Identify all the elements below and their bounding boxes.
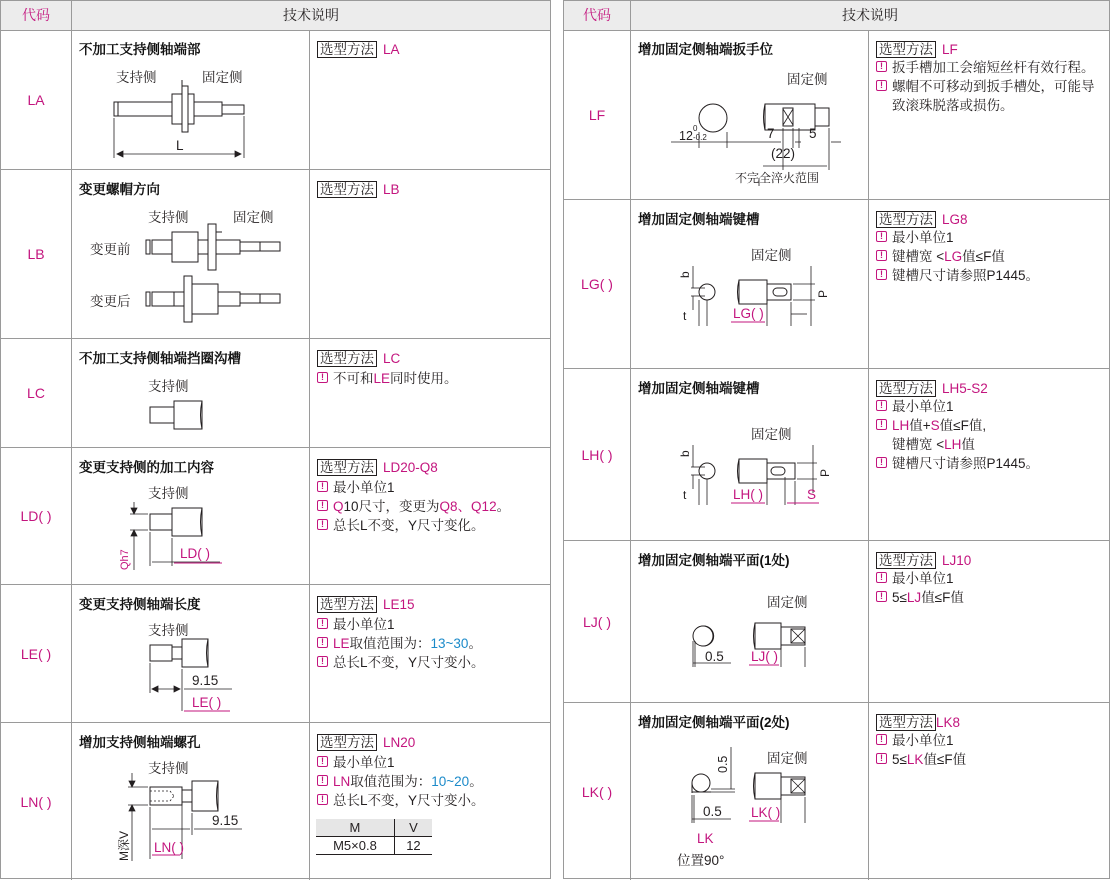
row-code: LG( ) [581, 276, 613, 292]
row-code: LF [588, 106, 606, 123]
selection-method: 选型方法 LH5-S2 [876, 377, 988, 397]
support-side-label: 支持侧 [148, 486, 189, 501]
selection-method: 选型方法 LA [317, 38, 400, 58]
flat-two-diagram [631, 703, 869, 880]
note-list [317, 369, 546, 388]
tol-down: -0.2 [693, 133, 707, 142]
row-LD [1, 448, 550, 585]
fixed-side-label: 固定侧 [767, 751, 808, 766]
dim-12: 12 [679, 129, 693, 143]
row-title: 不加工支持侧轴端挡圈沟槽 [79, 351, 241, 366]
dim-22: (22) [771, 146, 796, 161]
note-list [876, 569, 1105, 607]
row-title: 增加固定侧轴端平面(1处) [638, 553, 790, 568]
row-notes [309, 448, 550, 584]
ld-dim-label: LD( ) [180, 546, 210, 561]
m-v-table: M V M5×0.8 12 [316, 819, 432, 855]
note-item: ! 键槽宽 <LG值≤F值 [876, 247, 1105, 266]
note-item: ! 最小单位1 [876, 228, 1105, 247]
dim-9-15: 9.15 [212, 813, 239, 828]
row-description [71, 448, 310, 584]
lk-dim-label: LK( ) [751, 805, 781, 820]
note-item: ! 最小单位1 [876, 569, 1105, 588]
row-notes [868, 541, 1109, 702]
row-description [71, 30, 310, 169]
note-list [876, 228, 1105, 285]
row-code: LB [27, 246, 45, 262]
lg-dim-label: LG( ) [733, 306, 764, 321]
dim-7: 7 [767, 126, 775, 141]
q-dim-label: Qh7 [119, 549, 131, 570]
note-item: ! LE取值范围为：13~30。 [317, 634, 546, 653]
row-LN [1, 723, 550, 880]
row-LK [564, 703, 1109, 880]
length-dim-label: L [176, 138, 184, 153]
note-item: ! 键槽尺寸请参照P1445。 [876, 266, 1105, 285]
row-notes [868, 30, 1109, 199]
m-depth-label: M深V [117, 830, 131, 861]
row-notes [868, 703, 1109, 880]
note-list [317, 615, 546, 672]
note-list [876, 397, 1105, 473]
row-code: LN( ) [20, 793, 52, 810]
dim-0-5: 0.5 [705, 649, 724, 664]
note-list [317, 753, 546, 810]
row-title: 增加固定侧轴端键槽 [638, 212, 760, 227]
row-description [71, 339, 310, 447]
support-side-label: 支持侧 [148, 379, 189, 394]
note-item: ! LN取值范围为：10~20。 [317, 772, 546, 791]
flat-one-diagram [631, 541, 869, 703]
note-item: ! Q10尺寸，变更为Q8、Q12。 [317, 497, 546, 516]
note-item: ! LH值+S值≤F值, 键槽宽 <LH值 [876, 416, 1105, 454]
note-item: ! 最小单位1 [317, 753, 546, 772]
selection-method: 选型方法 LG8 [876, 208, 968, 228]
row-title: 变更支持侧轴端长度 [79, 597, 201, 612]
before-label: 变更前 [90, 242, 131, 257]
right-spec-table [563, 0, 1110, 879]
dim-5: 5 [809, 126, 817, 141]
selection-method: 选型方法 LE15 [317, 593, 415, 613]
row-notes [309, 30, 550, 169]
row-code: LA [27, 91, 45, 108]
row-LG [564, 200, 1109, 369]
note-list [317, 478, 546, 535]
p-label: P [818, 468, 832, 477]
b-label: b [678, 450, 692, 457]
support-length-diagram [72, 585, 310, 723]
note-item: ! 总长L不变，Y尺寸变小。 [317, 653, 546, 672]
row-LE [1, 585, 550, 723]
row-description [630, 703, 869, 880]
row-description [630, 541, 869, 702]
row-title: 增加固定侧轴端键槽 [638, 381, 760, 396]
support-end-diagram [72, 448, 310, 585]
note-item: ! 5≤LK值≤F值 [876, 750, 1105, 769]
selection-method: 选型方法 LC [317, 347, 400, 367]
row-description [71, 585, 310, 722]
header-desc: 技术说明 [630, 1, 1109, 30]
selection-method: 选型方法 LF [876, 38, 958, 58]
t-label: t [683, 309, 687, 323]
lk-label: LK [697, 831, 714, 846]
row-title: 变更支持侧的加工内容 [79, 460, 214, 475]
row-LB [1, 170, 550, 339]
row-notes [868, 369, 1109, 540]
ln-dim-label: LN( ) [154, 840, 184, 855]
dim-0-5: 0.5 [703, 804, 722, 819]
row-notes [309, 723, 550, 880]
dim-0-5-vertical: 0.5 [716, 755, 730, 773]
left-spec-table [0, 0, 551, 879]
selection-method: 选型方法 LK8 [876, 711, 960, 731]
row-notes [309, 585, 550, 722]
support-side-label: 支持侧 [116, 70, 157, 85]
row-code: LE( ) [20, 645, 52, 662]
lh-dim-label: LH( ) [733, 487, 763, 502]
fixed-side-label: 固定侧 [787, 72, 828, 87]
fixed-side-label: 固定侧 [767, 595, 808, 610]
s-dim-label: S [807, 487, 817, 502]
selection-method: 选型方法 LD20-Q8 [317, 456, 438, 476]
keyway-s-diagram [631, 369, 869, 541]
header-desc: 技术说明 [71, 1, 550, 30]
nut-direction-diagram [72, 170, 310, 339]
note-item: ! 总长L不变，Y尺寸变化。 [317, 516, 546, 535]
shaft-end-diagram [72, 339, 310, 448]
b-label: b [678, 271, 692, 278]
shaft-diagram [72, 30, 310, 170]
left-table-header [1, 1, 550, 31]
fixed-side-label: 固定侧 [233, 210, 274, 225]
note-list [876, 58, 1105, 115]
tapped-hole-diagram [72, 723, 310, 880]
tol-up: 0 [693, 124, 698, 133]
row-description [630, 369, 869, 540]
row-code: LC [27, 385, 45, 401]
t-label: t [683, 488, 687, 502]
p-label: P [816, 289, 830, 298]
row-code: LH( ) [581, 446, 613, 463]
row-code: LD( ) [20, 508, 52, 524]
selection-method: 选型方法 LJ10 [876, 549, 971, 569]
note-item: ! 螺帽不可移动到扳手槽处，可能导致滚珠脱落或损伤。 [876, 77, 1105, 115]
selection-method: 选型方法 LN20 [317, 731, 415, 751]
note-item: ! 扳手槽加工会缩短丝杆有效行程。 [876, 58, 1105, 77]
lj-dim-label: LJ( ) [751, 649, 778, 664]
row-code: LJ( ) [583, 613, 611, 630]
row-LJ [564, 541, 1109, 703]
note-item: ! 最小单位1 [317, 478, 546, 497]
row-LC [1, 339, 550, 448]
row-description [71, 170, 310, 338]
dim-9-15: 9.15 [192, 673, 219, 688]
fixed-side-label: 固定侧 [202, 70, 243, 85]
row-title: 增加固定侧轴端平面(2处) [638, 715, 790, 730]
keyway-diagram [631, 200, 869, 369]
note-item: ! 最小单位1 [317, 615, 546, 634]
note-item: ! 不可和LE同时使用。 [317, 369, 546, 388]
support-side-label: 支持侧 [148, 210, 189, 225]
note-item: ! 最小单位1 [876, 397, 1105, 416]
le-dim-label: LE( ) [192, 695, 222, 710]
row-notes [309, 339, 550, 447]
row-title: 变更螺帽方向 [79, 182, 160, 197]
header-code: 代码 [583, 7, 611, 23]
note-item: ! 5≤LJ值≤F值 [876, 588, 1105, 607]
position-90-label: 位置90° [677, 853, 725, 868]
row-description [71, 723, 310, 880]
partial-quench-note: 不完全淬火范围 [735, 171, 820, 185]
row-LF [564, 30, 1109, 200]
row-notes [868, 200, 1109, 368]
note-list [876, 731, 1105, 769]
fixed-side-label: 固定侧 [751, 427, 792, 442]
row-LH [564, 369, 1109, 541]
selection-method: 选型方法 LB [317, 178, 400, 198]
row-notes [309, 170, 550, 338]
right-table-header [564, 1, 1109, 31]
row-description [630, 200, 869, 368]
row-title: 增加支持侧轴端螺孔 [79, 735, 201, 750]
fixed-side-label: 固定侧 [751, 248, 792, 263]
wrench-flat-diagram [631, 30, 869, 200]
row-code: LK( ) [581, 783, 613, 800]
note-item: ! 最小单位1 [876, 731, 1105, 750]
header-code: 代码 [22, 7, 50, 23]
row-title: 增加固定侧轴端扳手位 [638, 42, 773, 57]
after-label: 变更后 [90, 294, 131, 309]
row-LA [1, 30, 550, 170]
row-title: 不加工支持侧轴端部 [79, 42, 201, 57]
support-side-label: 支持侧 [148, 623, 189, 638]
note-item: ! 总长L不变，Y尺寸变小。 [317, 791, 546, 810]
row-description [630, 30, 869, 199]
support-side-label: 支持侧 [148, 761, 189, 776]
note-item: ! 键槽尺寸请参照P1445。 [876, 454, 1105, 473]
